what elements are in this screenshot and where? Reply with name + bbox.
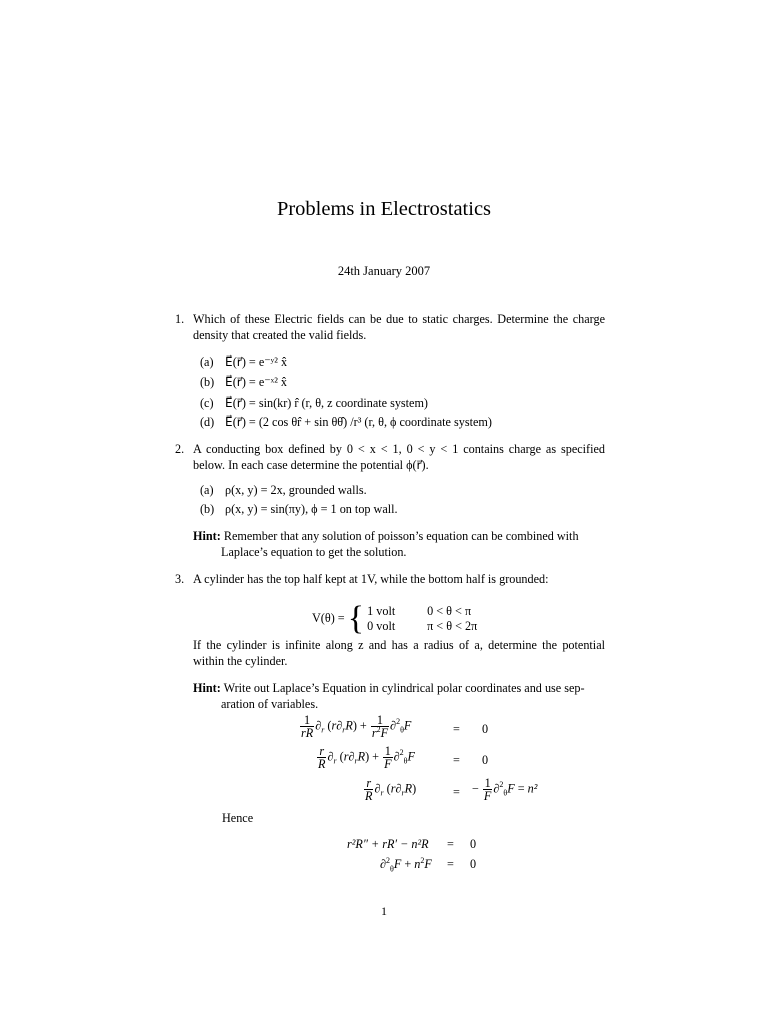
item-label: (b) (200, 375, 215, 389)
hint-text: Remember that any solution of poisson’s equation can be combined with (223, 529, 579, 543)
equation-lhs: V(θ) = (312, 611, 345, 626)
item-expression: E⃗(r⃗) = sin(kr) r̂ (r, θ, z coordinate system) (225, 396, 428, 410)
left-brace: { (347, 600, 365, 637)
page-title: Problems in Electrostatics (276, 198, 492, 220)
piecewise-equation (312, 600, 478, 637)
equation-line-1: $\frac{1}{rR}$ $\partial_r$ $(r\partial_rR)$ + $\frac{1}{r^2F}$ ∂$^2_\theta$F (301, 713, 412, 740)
list-item (200, 396, 610, 412)
equation-rhs: 0 (470, 857, 477, 871)
item-expression: E⃗(r⃗) = e⁻ˣ² x̂ (225, 375, 288, 389)
piecewise-cases (367, 604, 477, 634)
page-number: 1 (381, 904, 387, 918)
problem-text: A conducting box defined by 0 < x < 1, 0 < y < 1 contains charge as specified below. In each case determine the potential ϕ(r⃗). (193, 442, 605, 472)
item-expression: E⃗(r⃗) = (2 cos θr̂ + sin θθ̂) /r³ (r, θ, ϕ coordinate system) (225, 415, 492, 429)
equation-equals: = (453, 785, 460, 799)
case-condition: π < θ < 2π (427, 619, 478, 633)
equation-rhs: 0 (470, 837, 477, 851)
item-label: (c) (200, 396, 214, 410)
hint-block (193, 529, 605, 560)
problem-2 (175, 442, 605, 473)
item-label: (b) (200, 502, 215, 516)
problem-number: 3. (175, 572, 185, 586)
item-label: (a) (200, 355, 214, 369)
problem-number: 1. (175, 312, 185, 326)
hint-label: Hint: (193, 529, 221, 543)
problem-text: Which of these Electric fields can be due to static charges. Determine the charge density that created the valid fields. (193, 312, 605, 342)
equation-equals: = (447, 837, 454, 851)
case-value: 1 volt (367, 604, 396, 618)
document-date: 24th January 2007 (337, 264, 431, 278)
case-value: 0 volt (367, 619, 396, 633)
item-expression: ρ(x, y) = 2x, grounded walls. (225, 483, 367, 497)
problem-text: If the cylinder is infinite along z and has a radius of a, determine the potential within the cylinder. (193, 638, 605, 668)
list-item (200, 415, 610, 431)
equation-equals: = (453, 753, 460, 767)
hint-text-continued: aration of variables. (221, 696, 319, 711)
result-equation-1: r²R″ + rR′ − n²R (347, 837, 429, 851)
list-item (200, 355, 610, 371)
hint-text: Write out Laplace’s Equation in cylindrical polar coordinates and use sep- (223, 681, 585, 695)
equation-line-2: $\frac{r}{R}$ $\partial_r$ $(r\partial_rR)$ + $\frac{1}{F}$ ∂$^2_\theta$F (318, 744, 415, 771)
item-expression: ρ(x, y) = sin(πy), ϕ = 1 on top wall. (225, 502, 398, 516)
equation-rhs: 0 (482, 722, 489, 736)
problem-3 (175, 572, 605, 588)
problem-3-continued (175, 638, 605, 669)
equation-value: n² (527, 781, 538, 796)
list-item (200, 502, 610, 518)
problem-number: 2. (175, 442, 185, 456)
case-condition: 0 < θ < π (427, 604, 472, 618)
item-label: (a) (200, 483, 214, 497)
hint-block (193, 681, 605, 712)
problem-text: A cylinder has the top half kept at 1V, while the bottom half is grounded: (193, 572, 549, 586)
item-expression: E⃗(r⃗) = e⁻ʸ² x̂ (225, 355, 288, 369)
item-label: (d) (200, 415, 215, 429)
equation-equals: = (447, 857, 454, 871)
equation-line-3: $\frac{r}{R}$ $\partial_r$ $(r\partial_rR)$ (365, 776, 417, 803)
list-item (200, 375, 610, 391)
hint-text-continued: Laplace’s equation to get the solution. (221, 544, 407, 559)
hence-text: Hence (222, 811, 254, 825)
hint-label: Hint: (193, 681, 221, 695)
list-item (200, 483, 610, 499)
result-equation-2: $\partial^2_\theta F + n^2F$ (380, 855, 432, 874)
equation-equals: = (453, 722, 460, 736)
equation-rhs: 0 (482, 753, 489, 767)
equation-rhs: − $\frac{1}{F}$ ∂$^2_\theta$F = n² (472, 776, 538, 803)
problem-1 (175, 312, 605, 343)
